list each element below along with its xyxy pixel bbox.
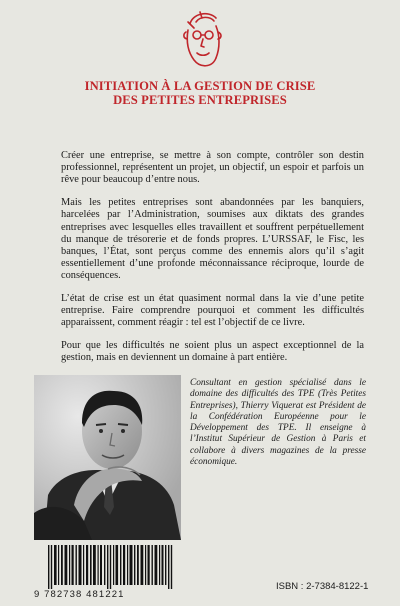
isbn-label: ISBN : 2-7384-8122-1	[276, 581, 369, 592]
blurb-paragraph: Pour que les difficultés ne soient plus un aspect exceptionnel de la gestion, mais en deviennent un domaine à part entière.	[61, 340, 364, 364]
blurb-paragraph: Mais les petites entreprises sont abandonnées par les banquiers, harcelées par l’Administration, soumises aux diktats des grandes entreprises avec lesquelles elles travaillent et souffrent perpétuellement du manque de trésorerie et de fonds propres. L’URSSAF, le Fisc, les banques, l’État, sont perçus comme des ennemis alors qu’il s’agit essentiellement d’une profonde méconnaissance réciproque, lourde de conséquences.	[61, 197, 364, 282]
blurb-paragraph: L’état de crise est un état quasiment normal dans la vie d’une petite entreprise. Faire comprendre pourquoi et comment les difficultés apparaissent, comment réagir : tel est l’objectif de ce livre.	[61, 293, 364, 329]
author-bio: Consultant en gestion spécialisé dans le domaine des difficultés des TPE (Très Petites Entreprises), Thierry Viquerat est Président de la Confédération Européenne pour le Développement des TPE. Il enseigne à l’Institut Supérieur de Gestion à Paris et collabore à divers magazines de la presse économique.	[190, 378, 366, 468]
book-title	[40, 79, 360, 107]
author-photo	[34, 375, 181, 540]
barcode-icon	[48, 545, 174, 589]
publisher-logo-icon	[178, 8, 228, 74]
book-title-line-2: DES PETITES ENTREPRISES	[113, 93, 287, 107]
blurb	[61, 150, 364, 375]
blurb-paragraph: Créer une entreprise, se mettre à son compte, contrôler son destin professionnel, représentent un projet, un objectif, un espoir et parfois un rêve pour beaucoup d’entre nous.	[61, 150, 364, 186]
barcode-number: 9 782738 481221	[34, 589, 125, 600]
book-title-line-1: INITIATION À LA GESTION DE CRISE	[84, 79, 316, 93]
barcode	[34, 545, 182, 601]
